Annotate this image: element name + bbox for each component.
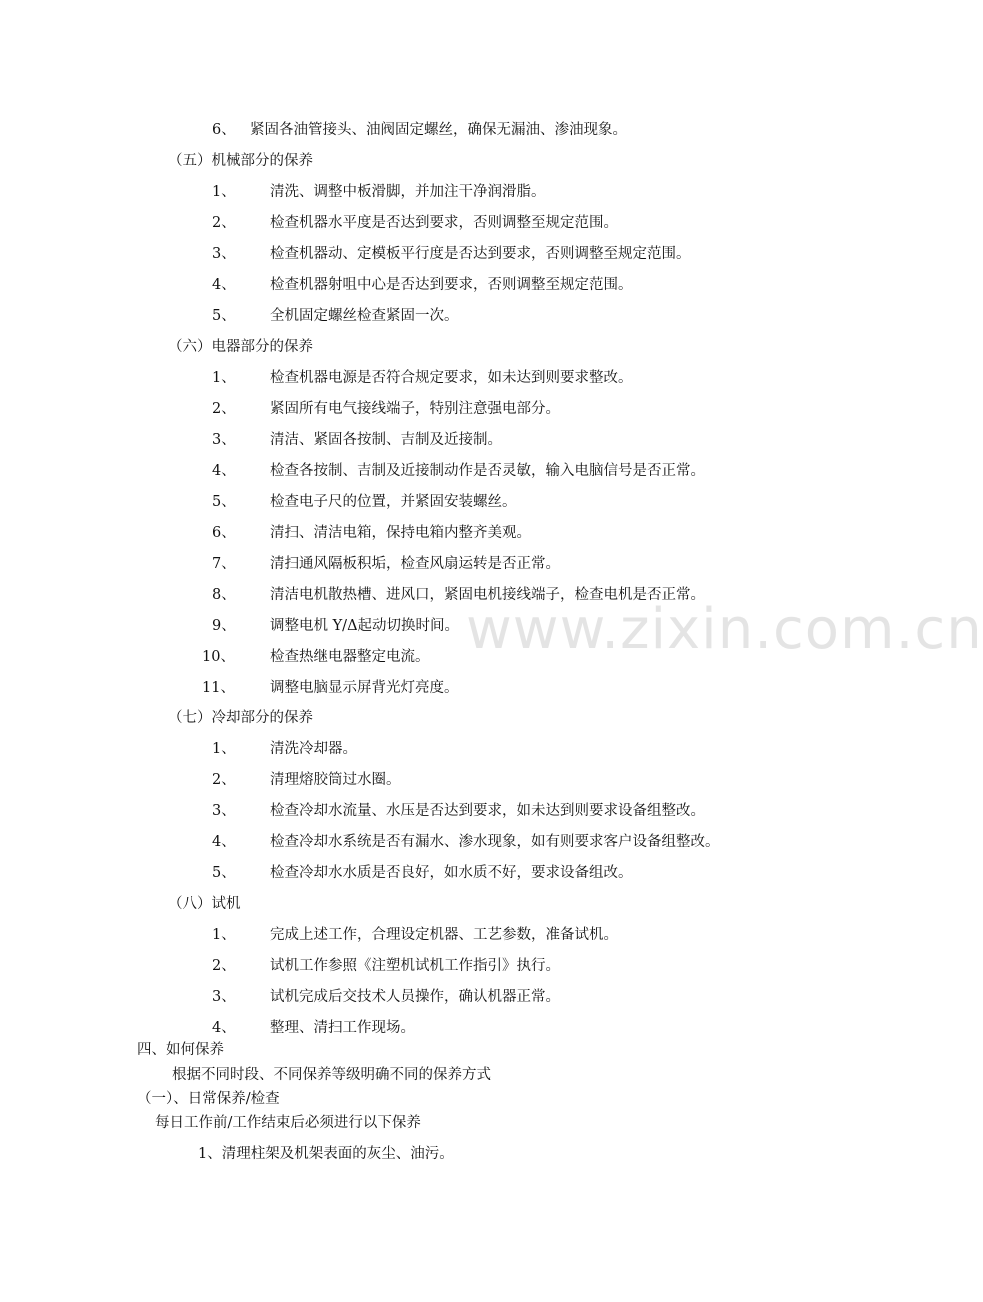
list-item-number: 1、 — [212, 184, 236, 200]
list-item-text: 清扫、清洁电箱，保持电箱内整齐美观。 — [270, 525, 531, 541]
list-item-text: 调整电机 Y/Δ起动切换时间。 — [270, 618, 460, 634]
list-item-number: 4、 — [212, 463, 236, 479]
list-item-text: 清洁、紧固各按制、吉制及近接制。 — [270, 432, 502, 448]
list-item-number: 8、 — [212, 587, 236, 603]
list-item-number: 1、 — [212, 741, 236, 757]
list-item-number: 4、 — [212, 277, 236, 293]
list-item-text: 检查机器射咀中心是否达到要求，否则调整至规定范围。 — [270, 277, 633, 293]
section-heading-trial-run: （八）试机 — [168, 896, 241, 912]
list-item-number: 2、 — [212, 772, 236, 788]
watermark: www.zixin.com.cn — [466, 597, 983, 662]
list-item-number: 2、 — [212, 215, 236, 231]
list-item-number: 10、 — [202, 649, 235, 665]
list-item-text: 完成上述工作，合理设定机器、工艺参数，准备试机。 — [270, 927, 618, 943]
list-item-text: 清洗冷却器。 — [270, 741, 357, 757]
section-heading-electrical: （六）电器部分的保养 — [168, 339, 313, 355]
list-item-text: 调整电脑显示屏背光灯亮度。 — [270, 680, 459, 696]
list-item-text: 检查冷却水流量、水压是否达到要求，如未达到则要求设备组整改。 — [270, 803, 705, 819]
list-item-number: 6、 — [212, 122, 236, 138]
list-item: 1、清理柱架及机架表面的灰尘、油污。 — [198, 1146, 454, 1162]
list-item-number: 5、 — [212, 494, 236, 510]
list-item-text: 检查热继电器整定电流。 — [270, 649, 430, 665]
part-intro: 根据不同时段、不同保养等级明确不同的保养方式 — [172, 1067, 491, 1083]
list-item-number: 2、 — [212, 958, 236, 974]
list-item-number: 3、 — [212, 989, 236, 1005]
list-item-text: 检查机器动、定模板平行度是否达到要求，否则调整至规定范围。 — [270, 246, 691, 262]
list-item-text: 检查冷却水系统是否有漏水、渗水现象，如有则要求客户设备组整改。 — [270, 834, 720, 850]
list-item-number: 11、 — [202, 680, 235, 696]
list-item-text: 试机完成后交技术人员操作，确认机器正常。 — [270, 989, 560, 1005]
list-item-text: 全机固定螺丝检查紧固一次。 — [270, 308, 459, 324]
list-item-text: 整理、清扫工作现场。 — [270, 1020, 415, 1036]
section-heading-cooling: （七）冷却部分的保养 — [168, 710, 313, 726]
list-item-number: 3、 — [212, 803, 236, 819]
list-item-number: 3、 — [212, 246, 236, 262]
list-item-number: 2、 — [212, 401, 236, 417]
list-item-text: 清扫通风隔板积垢，检查风扇运转是否正常。 — [270, 556, 560, 572]
list-item-number: 9、 — [212, 618, 236, 634]
sub-intro: 每日工作前/工作结束后必须进行以下保养 — [155, 1115, 421, 1131]
list-item-number: 3、 — [212, 432, 236, 448]
list-item-number: 5、 — [212, 865, 236, 881]
list-item-text: 清洗、调整中板滑脚，并加注干净润滑脂。 — [270, 184, 546, 200]
list-item-text: 清理熔胶筒过水圈。 — [270, 772, 401, 788]
part-heading: 四、如何保养 — [137, 1042, 224, 1058]
list-item-number: 4、 — [212, 834, 236, 850]
list-item-text: 紧固各油管接头、油阀固定螺丝，确保无漏油、渗油现象。 — [250, 122, 627, 138]
section-heading-mechanical: （五）机械部分的保养 — [168, 153, 313, 169]
list-item-text: 紧固所有电气接线端子，特别注意强电部分。 — [270, 401, 560, 417]
list-item-text: 清洁电机散热槽、进风口，紧固电机接线端子，检查电机是否正常。 — [270, 587, 705, 603]
list-item-text: 检查各按制、吉制及近接制动作是否灵敏，输入电脑信号是否正常。 — [270, 463, 705, 479]
list-item-number: 5、 — [212, 308, 236, 324]
list-item-text: 试机工作参照《注塑机试机工作指引》执行。 — [270, 958, 560, 974]
list-item-text: 检查机器电源是否符合规定要求，如未达到则要求整改。 — [270, 370, 633, 386]
list-item-number: 4、 — [212, 1020, 236, 1036]
list-item-number: 6、 — [212, 525, 236, 541]
list-item-text: 检查机器水平度是否达到要求，否则调整至规定范围。 — [270, 215, 618, 231]
list-item-number: 1、 — [212, 927, 236, 943]
sub-heading: （一）、日常保养/检查 — [137, 1091, 280, 1107]
list-item-text: 检查电子尺的位置，并紧固安装螺丝。 — [270, 494, 517, 510]
list-item-number: 7、 — [212, 556, 236, 572]
list-item-text: 检查冷却水水质是否良好，如水质不好，要求设备组改。 — [270, 865, 633, 881]
list-item-number: 1、 — [212, 370, 236, 386]
